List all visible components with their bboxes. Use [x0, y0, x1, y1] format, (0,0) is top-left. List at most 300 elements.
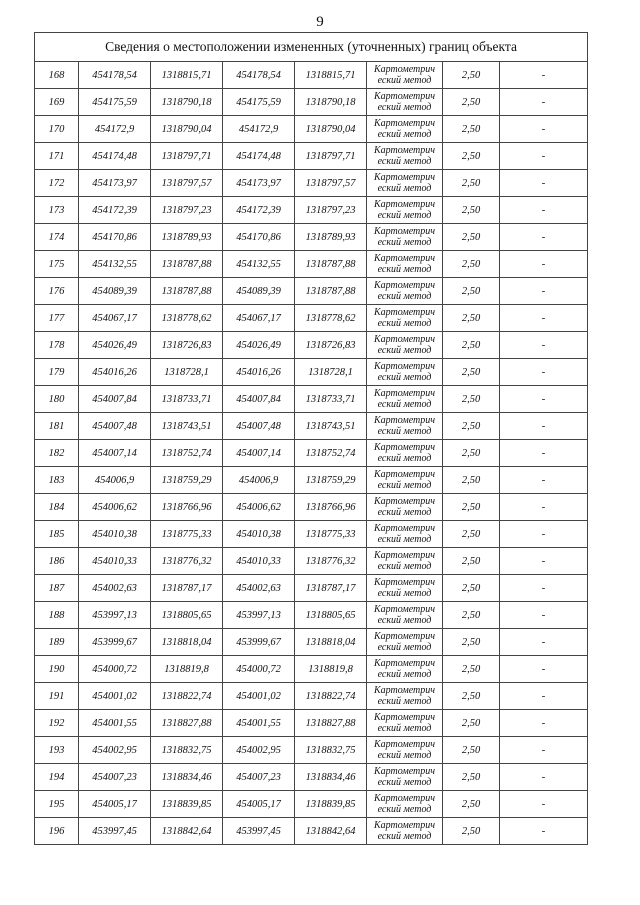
- table-body: [35, 62, 588, 845]
- existing-y-cell: 1318790,18: [151, 89, 223, 116]
- refined-x-cell: 454005,17: [223, 791, 295, 818]
- accuracy-cell: 2,50: [443, 602, 500, 629]
- table-row: [35, 224, 588, 251]
- method-cell: [367, 197, 443, 224]
- existing-y-cell: 1318805,65: [151, 602, 223, 629]
- refined-y-cell: 1318778,62: [295, 305, 367, 332]
- refined-y-cell: 1318787,17: [295, 575, 367, 602]
- accuracy-cell: 2,50: [443, 467, 500, 494]
- existing-y-cell: 1318752,74: [151, 440, 223, 467]
- method-cell: [367, 440, 443, 467]
- method-text: Картометрич: [373, 766, 436, 777]
- refined-x-cell: 454001,02: [223, 683, 295, 710]
- refined-x-cell: 454016,26: [223, 359, 295, 386]
- existing-y-cell: 1318818,04: [151, 629, 223, 656]
- existing-x-cell: 454010,38: [79, 521, 151, 548]
- existing-y-cell: 1318797,57: [151, 170, 223, 197]
- accuracy-cell: 2,50: [443, 143, 500, 170]
- accuracy-cell: 2,50: [443, 116, 500, 143]
- method-text: Картометрич: [373, 793, 436, 804]
- method-text: Картометрич: [373, 685, 436, 696]
- table-title: Сведения о местоположении измененных (уточненных) границ объекта: [35, 33, 588, 62]
- existing-x-cell: 454002,95: [79, 737, 151, 764]
- point-number-cell: 178: [35, 332, 79, 359]
- refined-y-cell: 1318776,32: [295, 548, 367, 575]
- accuracy-cell: 2,50: [443, 494, 500, 521]
- accuracy-cell: 2,50: [443, 548, 500, 575]
- point-number-cell: 176: [35, 278, 79, 305]
- existing-y-cell: 1318733,71: [151, 386, 223, 413]
- refined-x-cell: 454067,17: [223, 305, 295, 332]
- existing-y-cell: 1318842,64: [151, 818, 223, 845]
- table-row: [35, 737, 588, 764]
- refined-y-cell: 1318797,57: [295, 170, 367, 197]
- method-text: еский метод: [377, 561, 432, 572]
- method-text: Картометрич: [373, 739, 436, 750]
- method-cell: [367, 467, 443, 494]
- refined-x-cell: 454007,48: [223, 413, 295, 440]
- refined-y-cell: 1318797,71: [295, 143, 367, 170]
- refined-y-cell: 1318743,51: [295, 413, 367, 440]
- point-number-cell: 189: [35, 629, 79, 656]
- point-number-cell: 168: [35, 62, 79, 89]
- accuracy-cell: 2,50: [443, 332, 500, 359]
- method-text: Картометрич: [373, 172, 436, 183]
- existing-x-cell: 454178,54: [79, 62, 151, 89]
- table-row: [35, 548, 588, 575]
- refined-x-cell: 454172,9: [223, 116, 295, 143]
- method-cell: [367, 62, 443, 89]
- point-number-cell: 191: [35, 683, 79, 710]
- method-text: еский метод: [377, 345, 432, 356]
- refined-y-cell: 1318775,33: [295, 521, 367, 548]
- accuracy-cell: 2,50: [443, 62, 500, 89]
- existing-x-cell: 454007,23: [79, 764, 151, 791]
- existing-x-cell: 454089,39: [79, 278, 151, 305]
- existing-y-cell: 1318766,96: [151, 494, 223, 521]
- method-text: Картометрич: [373, 118, 436, 129]
- point-number-cell: 185: [35, 521, 79, 548]
- existing-y-cell: 1318787,88: [151, 251, 223, 278]
- description-cell: -: [500, 143, 588, 170]
- existing-y-cell: 1318776,32: [151, 548, 223, 575]
- existing-x-cell: 454001,02: [79, 683, 151, 710]
- refined-x-cell: 454089,39: [223, 278, 295, 305]
- table-row: [35, 251, 588, 278]
- method-cell: [367, 278, 443, 305]
- existing-x-cell: 453997,13: [79, 602, 151, 629]
- refined-x-cell: 454172,39: [223, 197, 295, 224]
- description-cell: -: [500, 440, 588, 467]
- accuracy-cell: 2,50: [443, 764, 500, 791]
- description-cell: -: [500, 413, 588, 440]
- table-row: [35, 629, 588, 656]
- method-text: Картометрич: [373, 496, 436, 507]
- point-number-cell: 187: [35, 575, 79, 602]
- accuracy-cell: 2,50: [443, 791, 500, 818]
- point-number-cell: 179: [35, 359, 79, 386]
- refined-x-cell: 454002,63: [223, 575, 295, 602]
- existing-y-cell: 1318797,71: [151, 143, 223, 170]
- table-row: [35, 359, 588, 386]
- method-cell: [367, 305, 443, 332]
- method-text: еский метод: [377, 129, 432, 140]
- table-row: [35, 683, 588, 710]
- description-cell: -: [500, 224, 588, 251]
- method-text: Картометрич: [373, 334, 436, 345]
- existing-y-cell: 1318775,33: [151, 521, 223, 548]
- description-cell: -: [500, 359, 588, 386]
- table-row: [35, 791, 588, 818]
- point-number-cell: 172: [35, 170, 79, 197]
- method-text: еский метод: [377, 453, 432, 464]
- point-number-cell: 195: [35, 791, 79, 818]
- point-number-cell: 175: [35, 251, 79, 278]
- method-text: еский метод: [377, 156, 432, 167]
- description-cell: -: [500, 818, 588, 845]
- point-number-cell: 190: [35, 656, 79, 683]
- refined-x-cell: 454006,9: [223, 467, 295, 494]
- point-number-cell: 173: [35, 197, 79, 224]
- existing-y-cell: 1318743,51: [151, 413, 223, 440]
- description-cell: -: [500, 116, 588, 143]
- existing-x-cell: 454170,86: [79, 224, 151, 251]
- method-cell: [367, 764, 443, 791]
- accuracy-cell: 2,50: [443, 170, 500, 197]
- refined-x-cell: 454001,55: [223, 710, 295, 737]
- description-cell: -: [500, 764, 588, 791]
- point-number-cell: 182: [35, 440, 79, 467]
- accuracy-cell: 2,50: [443, 710, 500, 737]
- method-text: еский метод: [377, 831, 432, 842]
- point-number-cell: 194: [35, 764, 79, 791]
- refined-y-cell: 1318787,88: [295, 251, 367, 278]
- method-text: еский метод: [377, 264, 432, 275]
- table-row: [35, 440, 588, 467]
- table-row: [35, 170, 588, 197]
- table-row: [35, 602, 588, 629]
- table-row: [35, 197, 588, 224]
- accuracy-cell: 2,50: [443, 737, 500, 764]
- refined-x-cell: 454010,38: [223, 521, 295, 548]
- existing-x-cell: 454173,97: [79, 170, 151, 197]
- accuracy-cell: 2,50: [443, 89, 500, 116]
- point-number-cell: 196: [35, 818, 79, 845]
- table-row: [35, 467, 588, 494]
- table-row: [35, 62, 588, 89]
- existing-x-cell: 454172,39: [79, 197, 151, 224]
- existing-x-cell: 454026,49: [79, 332, 151, 359]
- description-cell: -: [500, 494, 588, 521]
- table-row: [35, 143, 588, 170]
- method-cell: [367, 494, 443, 521]
- accuracy-cell: 2,50: [443, 413, 500, 440]
- table-row: [35, 116, 588, 143]
- method-text: Картометрич: [373, 280, 436, 291]
- description-cell: -: [500, 521, 588, 548]
- refined-x-cell: 454178,54: [223, 62, 295, 89]
- existing-x-cell: 454006,9: [79, 467, 151, 494]
- method-text: еский метод: [377, 210, 432, 221]
- method-cell: [367, 629, 443, 656]
- method-text: еский метод: [377, 507, 432, 518]
- table-row: [35, 386, 588, 413]
- existing-y-cell: 1318839,85: [151, 791, 223, 818]
- refined-x-cell: 454026,49: [223, 332, 295, 359]
- refined-x-cell: 454175,59: [223, 89, 295, 116]
- method-text: Картометрич: [373, 577, 436, 588]
- table-row: [35, 89, 588, 116]
- refined-y-cell: 1318787,88: [295, 278, 367, 305]
- method-text: Картометрич: [373, 361, 436, 372]
- point-number-cell: 170: [35, 116, 79, 143]
- method-text: еский метод: [377, 804, 432, 815]
- method-cell: [367, 656, 443, 683]
- existing-y-cell: 1318815,71: [151, 62, 223, 89]
- accuracy-cell: 2,50: [443, 521, 500, 548]
- method-text: Картометрич: [373, 388, 436, 399]
- point-number-cell: 169: [35, 89, 79, 116]
- table-row: [35, 305, 588, 332]
- method-cell: [367, 224, 443, 251]
- method-cell: [367, 413, 443, 440]
- existing-y-cell: 1318759,29: [151, 467, 223, 494]
- method-cell: [367, 683, 443, 710]
- refined-x-cell: 454006,62: [223, 494, 295, 521]
- accuracy-cell: 2,50: [443, 224, 500, 251]
- refined-x-cell: 454173,97: [223, 170, 295, 197]
- method-cell: [367, 791, 443, 818]
- accuracy-cell: 2,50: [443, 683, 500, 710]
- method-text: еский метод: [377, 75, 432, 86]
- method-cell: [367, 818, 443, 845]
- existing-x-cell: 453999,67: [79, 629, 151, 656]
- point-number-cell: 177: [35, 305, 79, 332]
- method-text: еский метод: [377, 615, 432, 626]
- existing-y-cell: 1318790,04: [151, 116, 223, 143]
- description-cell: -: [500, 197, 588, 224]
- table-row: [35, 494, 588, 521]
- description-cell: -: [500, 251, 588, 278]
- point-number-cell: 174: [35, 224, 79, 251]
- method-text: Картометрич: [373, 442, 436, 453]
- table-row: [35, 818, 588, 845]
- point-number-cell: 183: [35, 467, 79, 494]
- table-row: [35, 575, 588, 602]
- existing-x-cell: 454132,55: [79, 251, 151, 278]
- refined-y-cell: 1318834,46: [295, 764, 367, 791]
- method-text: Картометрич: [373, 199, 436, 210]
- existing-y-cell: 1318822,74: [151, 683, 223, 710]
- method-text: Картометрич: [373, 631, 436, 642]
- method-text: еский метод: [377, 102, 432, 113]
- table-row: [35, 413, 588, 440]
- boundary-points-table: [34, 32, 588, 845]
- existing-y-cell: 1318797,23: [151, 197, 223, 224]
- existing-y-cell: 1318726,83: [151, 332, 223, 359]
- table-row: [35, 656, 588, 683]
- description-cell: -: [500, 683, 588, 710]
- point-number-cell: 171: [35, 143, 79, 170]
- description-cell: -: [500, 467, 588, 494]
- method-text: еский метод: [377, 588, 432, 599]
- point-number-cell: 188: [35, 602, 79, 629]
- existing-y-cell: 1318834,46: [151, 764, 223, 791]
- method-cell: [367, 602, 443, 629]
- refined-y-cell: 1318832,75: [295, 737, 367, 764]
- method-cell: [367, 575, 443, 602]
- method-cell: [367, 170, 443, 197]
- point-number-cell: 180: [35, 386, 79, 413]
- description-cell: -: [500, 548, 588, 575]
- method-text: Картометрич: [373, 307, 436, 318]
- refined-x-cell: 454000,72: [223, 656, 295, 683]
- description-cell: -: [500, 170, 588, 197]
- method-text: еский метод: [377, 318, 432, 329]
- title-row: [35, 33, 588, 62]
- description-cell: -: [500, 737, 588, 764]
- refined-y-cell: 1318759,29: [295, 467, 367, 494]
- accuracy-cell: 2,50: [443, 440, 500, 467]
- method-text: еский метод: [377, 237, 432, 248]
- table-row: [35, 521, 588, 548]
- refined-x-cell: 453999,67: [223, 629, 295, 656]
- existing-x-cell: 454000,72: [79, 656, 151, 683]
- accuracy-cell: 2,50: [443, 359, 500, 386]
- method-text: Картометрич: [373, 658, 436, 669]
- refined-y-cell: 1318789,93: [295, 224, 367, 251]
- refined-x-cell: 454007,84: [223, 386, 295, 413]
- refined-y-cell: 1318797,23: [295, 197, 367, 224]
- description-cell: -: [500, 575, 588, 602]
- table-row: [35, 764, 588, 791]
- method-text: еский метод: [377, 534, 432, 545]
- method-text: еский метод: [377, 750, 432, 761]
- method-text: еский метод: [377, 480, 432, 491]
- accuracy-cell: 2,50: [443, 575, 500, 602]
- method-cell: [367, 548, 443, 575]
- method-cell: [367, 386, 443, 413]
- method-cell: [367, 251, 443, 278]
- table-row: [35, 332, 588, 359]
- accuracy-cell: 2,50: [443, 278, 500, 305]
- table-row: [35, 278, 588, 305]
- refined-y-cell: 1318839,85: [295, 791, 367, 818]
- method-text: еский метод: [377, 399, 432, 410]
- method-cell: [367, 521, 443, 548]
- refined-y-cell: 1318815,71: [295, 62, 367, 89]
- refined-x-cell: 454174,48: [223, 143, 295, 170]
- description-cell: -: [500, 332, 588, 359]
- refined-x-cell: 454002,95: [223, 737, 295, 764]
- refined-x-cell: 454007,23: [223, 764, 295, 791]
- description-cell: -: [500, 629, 588, 656]
- description-cell: -: [500, 710, 588, 737]
- point-number-cell: 184: [35, 494, 79, 521]
- existing-x-cell: 454005,17: [79, 791, 151, 818]
- method-cell: [367, 737, 443, 764]
- method-text: еский метод: [377, 642, 432, 653]
- refined-y-cell: 1318790,04: [295, 116, 367, 143]
- accuracy-cell: 2,50: [443, 818, 500, 845]
- method-text: Картометрич: [373, 415, 436, 426]
- accuracy-cell: 2,50: [443, 629, 500, 656]
- refined-y-cell: 1318733,71: [295, 386, 367, 413]
- accuracy-cell: 2,50: [443, 197, 500, 224]
- refined-x-cell: 454170,86: [223, 224, 295, 251]
- description-cell: -: [500, 656, 588, 683]
- refined-x-cell: 453997,13: [223, 602, 295, 629]
- existing-y-cell: 1318728,1: [151, 359, 223, 386]
- method-text: Картометрич: [373, 550, 436, 561]
- existing-y-cell: 1318789,93: [151, 224, 223, 251]
- method-text: еский метод: [377, 696, 432, 707]
- method-text: еский метод: [377, 723, 432, 734]
- existing-y-cell: 1318787,88: [151, 278, 223, 305]
- method-text: Картометрич: [373, 469, 436, 480]
- existing-x-cell: 453997,45: [79, 818, 151, 845]
- method-cell: [367, 89, 443, 116]
- refined-y-cell: 1318822,74: [295, 683, 367, 710]
- existing-x-cell: 454006,62: [79, 494, 151, 521]
- description-cell: -: [500, 602, 588, 629]
- existing-y-cell: 1318819,8: [151, 656, 223, 683]
- accuracy-cell: 2,50: [443, 386, 500, 413]
- method-text: Картометрич: [373, 91, 436, 102]
- existing-x-cell: 454010,33: [79, 548, 151, 575]
- refined-y-cell: 1318752,74: [295, 440, 367, 467]
- method-cell: [367, 332, 443, 359]
- method-text: еский метод: [377, 426, 432, 437]
- existing-y-cell: 1318827,88: [151, 710, 223, 737]
- existing-y-cell: 1318778,62: [151, 305, 223, 332]
- refined-x-cell: 454007,14: [223, 440, 295, 467]
- existing-x-cell: 454174,48: [79, 143, 151, 170]
- description-cell: -: [500, 62, 588, 89]
- method-text: еский метод: [377, 669, 432, 680]
- refined-y-cell: 1318805,65: [295, 602, 367, 629]
- accuracy-cell: 2,50: [443, 251, 500, 278]
- existing-x-cell: 454001,55: [79, 710, 151, 737]
- refined-y-cell: 1318842,64: [295, 818, 367, 845]
- method-text: Картометрич: [373, 64, 436, 75]
- existing-x-cell: 454007,14: [79, 440, 151, 467]
- existing-x-cell: 454002,63: [79, 575, 151, 602]
- existing-y-cell: 1318832,75: [151, 737, 223, 764]
- method-text: Картометрич: [373, 820, 436, 831]
- refined-x-cell: 454010,33: [223, 548, 295, 575]
- method-text: Картометрич: [373, 253, 436, 264]
- refined-y-cell: 1318827,88: [295, 710, 367, 737]
- method-text: Картометрич: [373, 604, 436, 615]
- method-text: еский метод: [377, 183, 432, 194]
- refined-y-cell: 1318766,96: [295, 494, 367, 521]
- method-text: еский метод: [377, 372, 432, 383]
- method-text: еский метод: [377, 291, 432, 302]
- refined-x-cell: 453997,45: [223, 818, 295, 845]
- method-cell: [367, 710, 443, 737]
- refined-y-cell: 1318790,18: [295, 89, 367, 116]
- method-cell: [367, 143, 443, 170]
- refined-y-cell: 1318818,04: [295, 629, 367, 656]
- existing-x-cell: 454016,26: [79, 359, 151, 386]
- existing-x-cell: 454067,17: [79, 305, 151, 332]
- refined-y-cell: 1318819,8: [295, 656, 367, 683]
- point-number-cell: 186: [35, 548, 79, 575]
- method-cell: [367, 359, 443, 386]
- existing-x-cell: 454007,48: [79, 413, 151, 440]
- description-cell: -: [500, 386, 588, 413]
